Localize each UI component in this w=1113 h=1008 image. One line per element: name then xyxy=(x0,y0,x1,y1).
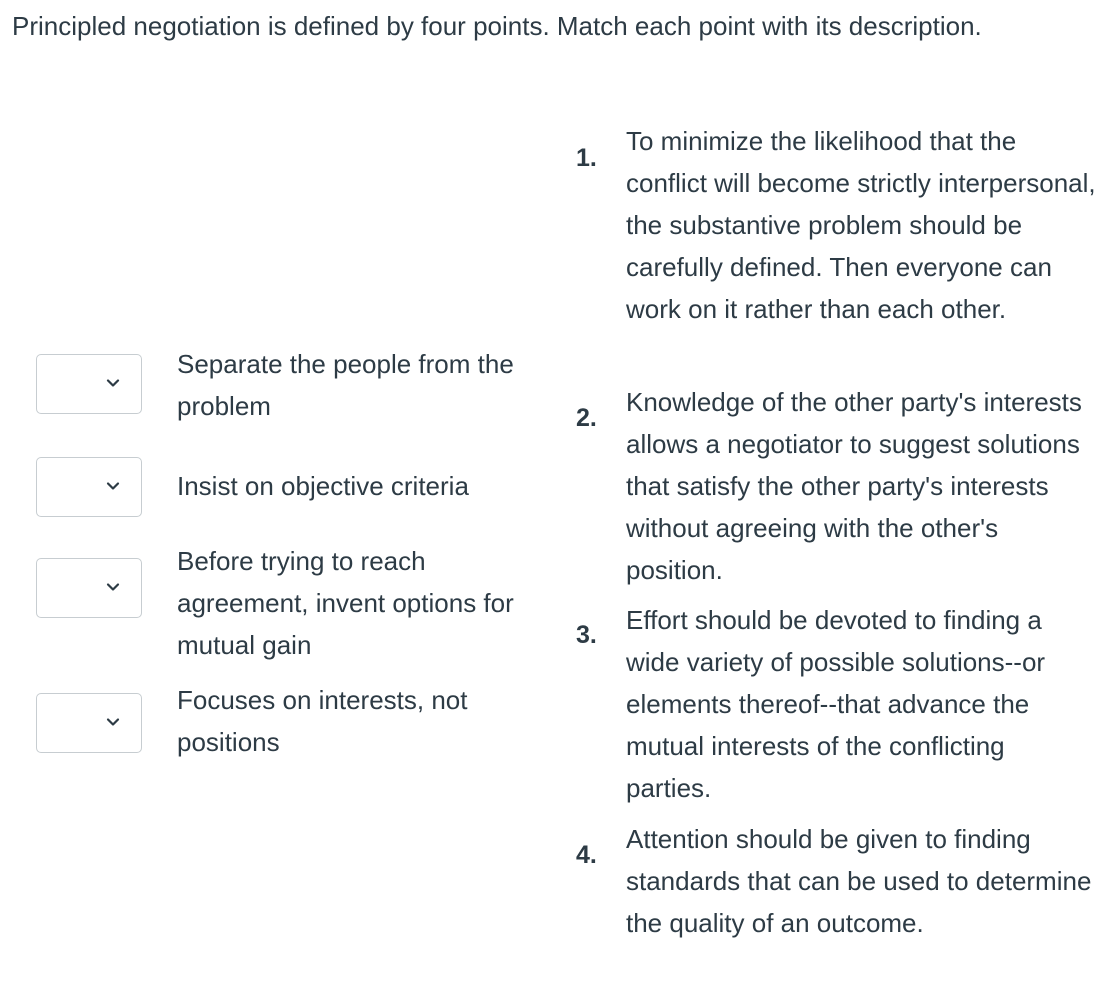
answer-number-2: 2. xyxy=(576,404,597,432)
chevron-down-icon xyxy=(105,714,121,730)
answer-text-1: To minimize the likelihood that the conflict will become strictly interpersonal, the substantive problem should be carefully defined. Then everyone can work on it rather than each other. xyxy=(626,126,1096,324)
answer-number-4: 4. xyxy=(576,841,597,869)
prompt-label-3: Before trying to reach agreement, invent options for mutual gain xyxy=(177,546,514,660)
match-select-3[interactable] xyxy=(36,558,142,618)
match-select-4[interactable] xyxy=(36,693,142,753)
match-select-2[interactable] xyxy=(36,457,142,517)
chevron-down-icon xyxy=(105,478,121,494)
answer-number-1: 1. xyxy=(576,144,597,172)
match-select-1[interactable] xyxy=(36,354,142,414)
prompt-label-4: Focuses on interests, not positions xyxy=(177,685,468,757)
chevron-down-icon xyxy=(105,375,121,391)
answer-text-2: Knowledge of the other party's interests allows a negotiator to suggest solutions that satisfy the other party's interests without agreeing with the other's position. xyxy=(626,387,1082,585)
answer-text-4: Attention should be given to finding standards that can be used to determine the quality of an outcome. xyxy=(626,824,1092,938)
chevron-down-icon xyxy=(105,579,121,595)
question-text: Principled negotiation is defined by four points. Match each point with its description. xyxy=(12,11,982,41)
prompt-label-1: Separate the people from the problem xyxy=(177,349,514,421)
answer-number-3: 3. xyxy=(576,621,597,649)
prompt-label-2: Insist on objective criteria xyxy=(177,471,469,501)
answer-text-3: Effort should be devoted to finding a wide variety of possible solutions--or elements thereof--that advance the mutual interests of the conflicting parties. xyxy=(626,605,1046,803)
